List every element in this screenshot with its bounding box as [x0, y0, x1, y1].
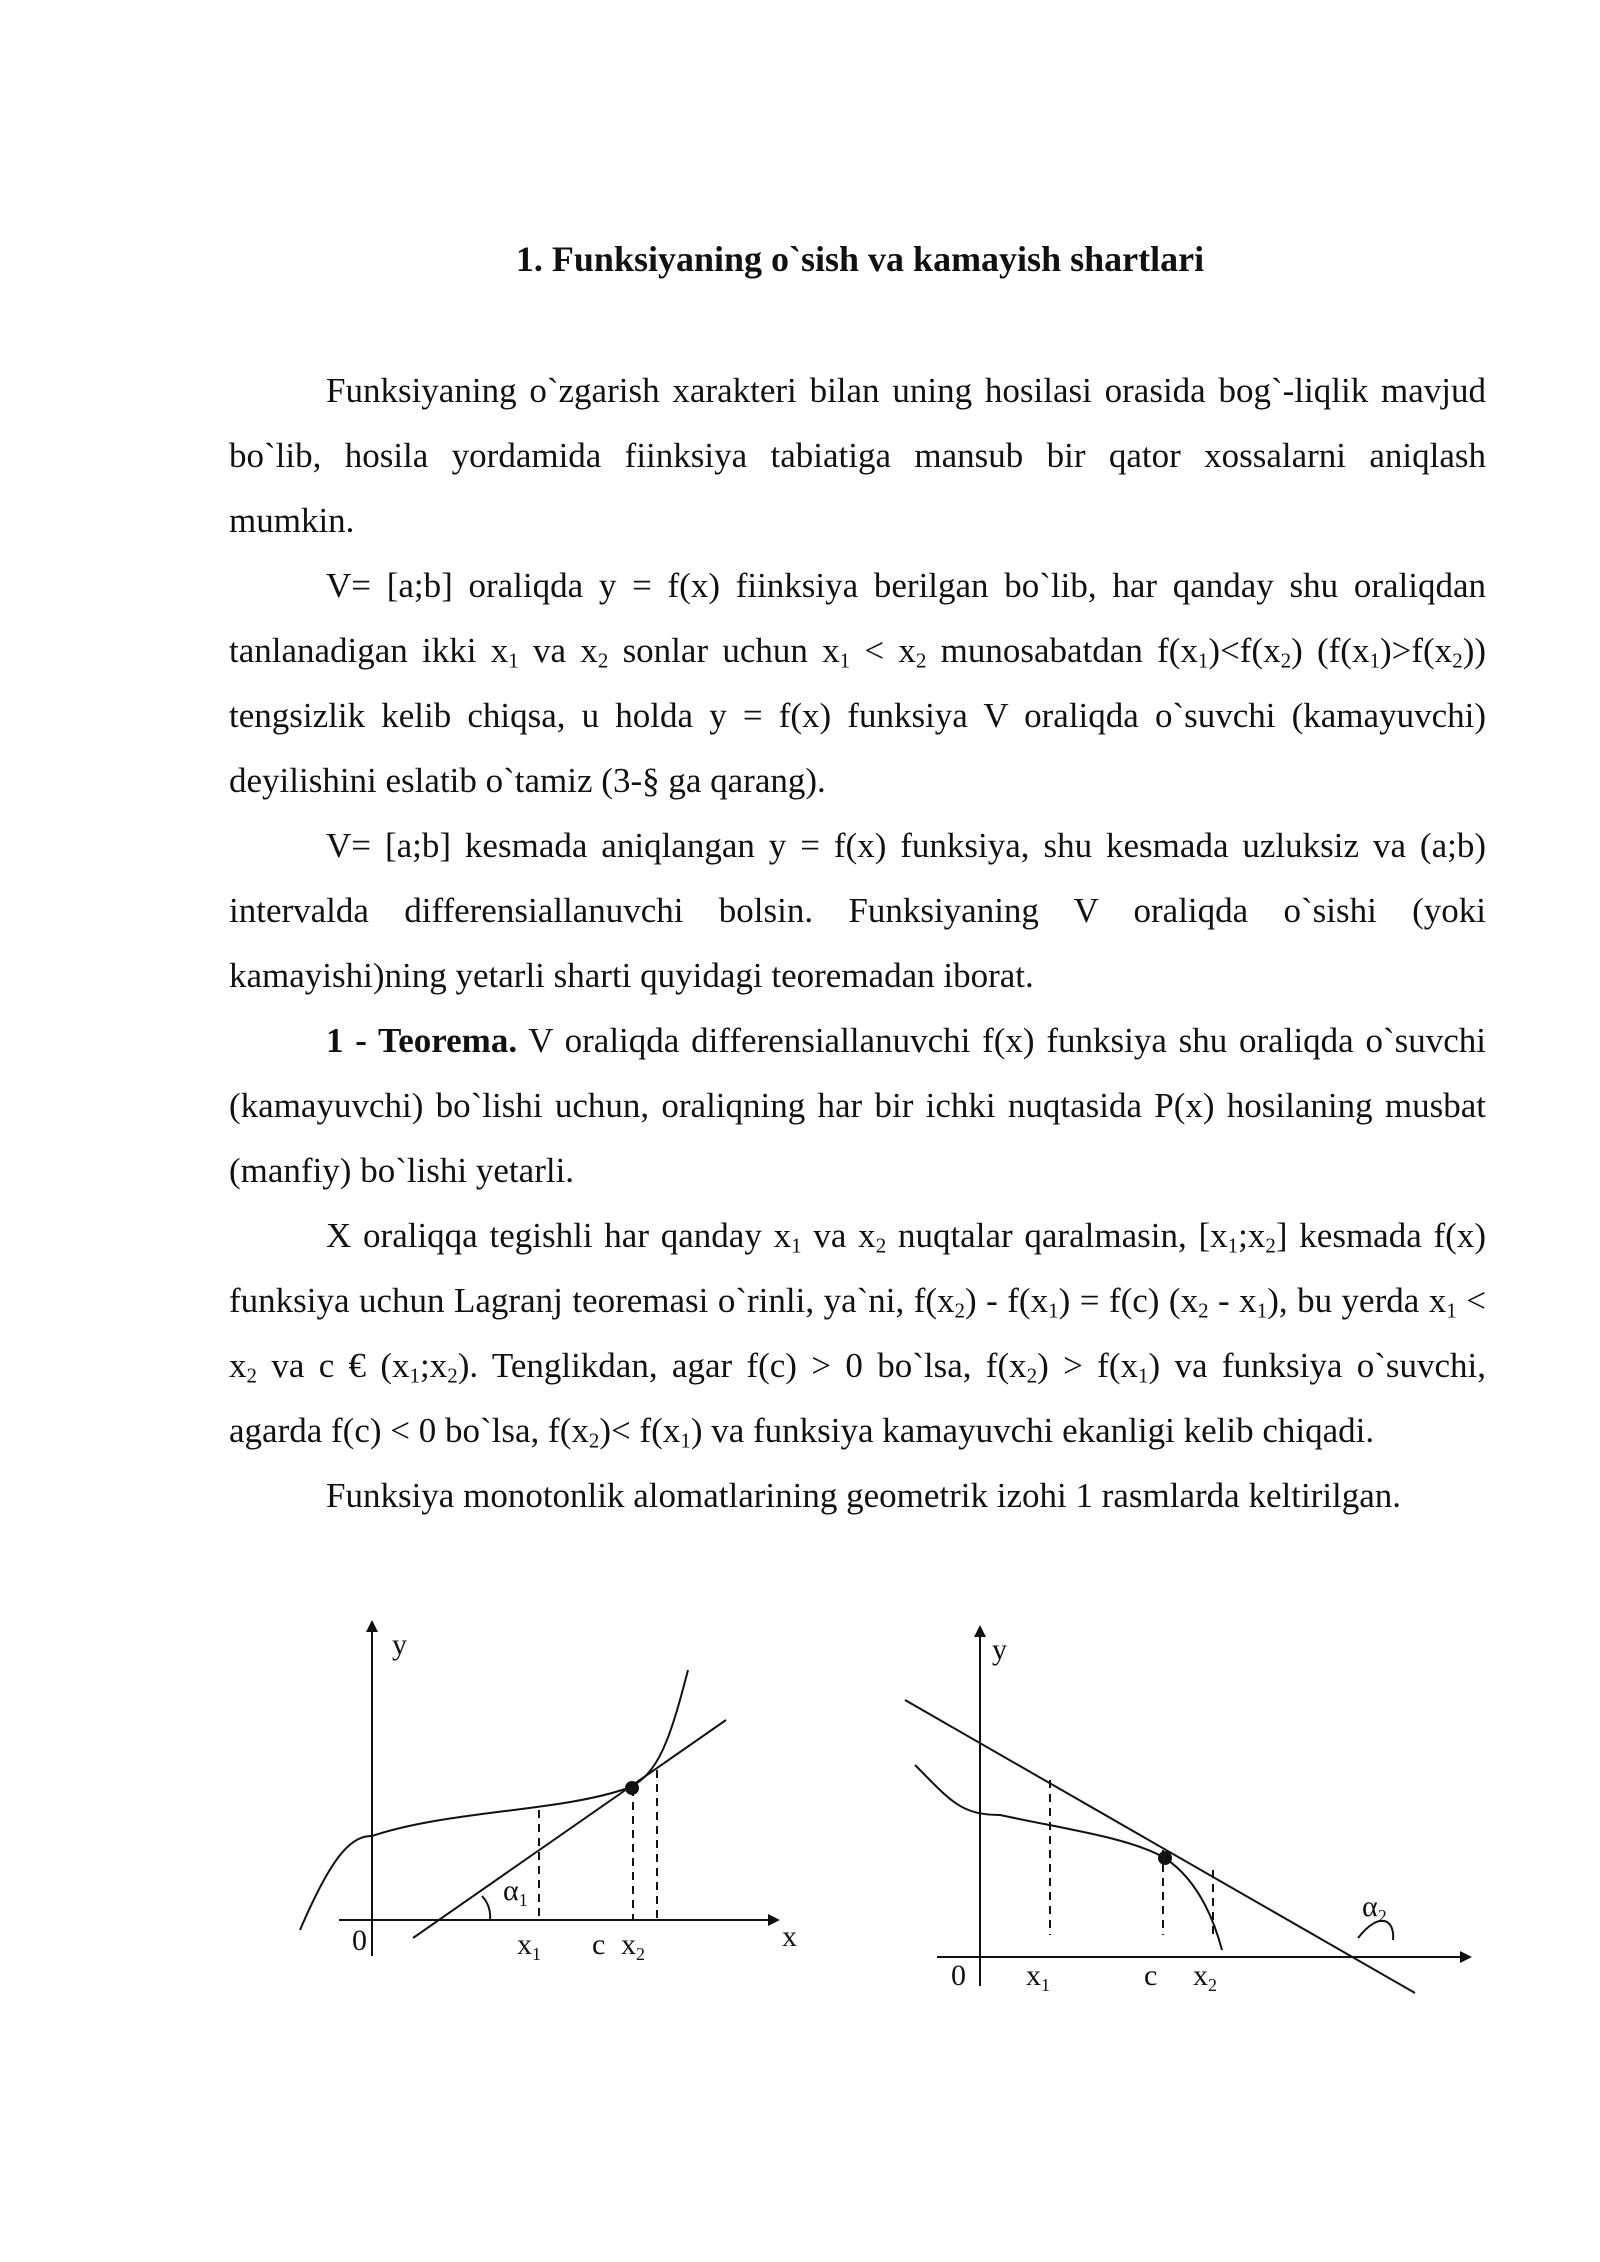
paragraph-1: Funksiyaning o`zgarish xarakteri bilan uning hosilasi orasida bog`-liqlik mavjud bo`lib, hosila yordamida fiinksiya tabiatiga mansub bir qator xossalarni aniqlash mumkin.	[229, 371, 1486, 540]
fig1-x2-label: $x_2$	[621, 1928, 645, 1964]
figure-increasing	[300, 1622, 778, 1956]
page-title: 1. Funksiyaning o`sish va kamayish shartlari	[515, 239, 1205, 279]
fig1-alpha-label: $\alpha_1$	[503, 1874, 528, 1910]
paragraph-6: Funksiya monotonlik alomatlarining geometrik izohi 1 rasmlarda keltirilgan.	[326, 1476, 1402, 1515]
paragraph-3: V= [a;b] kesmada aniqlangan y = f(x) funksiya, shu kesmada uzluksiz va (a;b) intervalda differensiallanuvchi bolsin. Funksiyaning V oraliqda o`sishi (yoki kamayishi)ning yetarli sharti quyidagi teoremadan iborat.	[229, 826, 1486, 995]
figure-decreasing	[905, 1627, 1470, 1993]
fig1-x1-label: $x_1$	[517, 1928, 541, 1964]
paragraph-4-theorem: 1 - Teorema. V oraliqda differensiallanuvchi f(x) funksiya shu oraliqda o`suvchi (kamayuvchi) bo`lishi uchun, oraliqning har bir ichki nuqtasida P(x) hosilaning musbat (manfiy) bo`lishi yetarli.	[229, 1021, 1487, 1190]
fig1-c-label: c	[592, 1928, 606, 1961]
paragraph-5: X oraliqqa tegishli har qanday $x_1$ va $x_2$ nuqtalar qaralmasin, $[x_1;x_2]$ kesmada f(x) funksiya uchun Lagranj teoremasi o`rinli, ya`ni, $f(x_2) - f(x_1) = f(c)$ $(x_2 - x_1)$, bu yerda $x_1 < x_2$ va c € $(x_1;x_2)$. Tenglikdan, agar f(c) > 0 bo`lsa, $f(x_2) > f(x_1)$ va funksiya o`suvchi, agarda f(c) < 0 bo`lsa, $f(x_2)< f(x_1)$ va funksiya kamayuvchi ekanligi kelib chiqadi.	[229, 1216, 1486, 1453]
fig2-x2-label: $x_2$	[1193, 1959, 1217, 1995]
fig2-alpha-label: $\alpha_2$	[1362, 1890, 1387, 1926]
fig1-x-label: x	[782, 1920, 797, 1953]
fig2-x1-label: $x_1$	[1026, 1959, 1050, 1995]
fig2-curve	[915, 1765, 1222, 1950]
paragraph-2: V= [a;b] oraliqda y = f(x) fiinksiya berilgan bo`lib, har qanday shu oraliqdan tanlanadigan ikki $x_1$ va $x_2$ sonlar uchun $x_1 < x_2$ munosabatdan $f(x_1)<f(x_2)$ $(f(x_1)>f(x_2))$ tengsizlik kelib chiqsa, u holda y = f(x) funksiya V oraliqda o`suvchi (kamayuvchi) deyilishini eslatib o`tamiz (3-§ ga qarang).	[229, 566, 1486, 800]
fig1-origin-label: 0	[352, 1924, 367, 1957]
fig2-origin-label: 0	[951, 1959, 966, 1992]
fig2-c-label: c	[1144, 1959, 1158, 1992]
fig2-y-label: y	[992, 1633, 1007, 1666]
fig1-curve	[300, 1670, 688, 1930]
fig2-tangent-point	[1158, 1851, 1172, 1865]
fig1-tangent-point	[625, 1781, 639, 1795]
fig1-tangent	[413, 1720, 726, 1938]
fig2-angle-arc	[1358, 1921, 1393, 1940]
fig2-tangent	[905, 1700, 1415, 1993]
fig1-y-label: y	[392, 1628, 407, 1661]
fig1-angle-arc	[482, 1896, 490, 1920]
